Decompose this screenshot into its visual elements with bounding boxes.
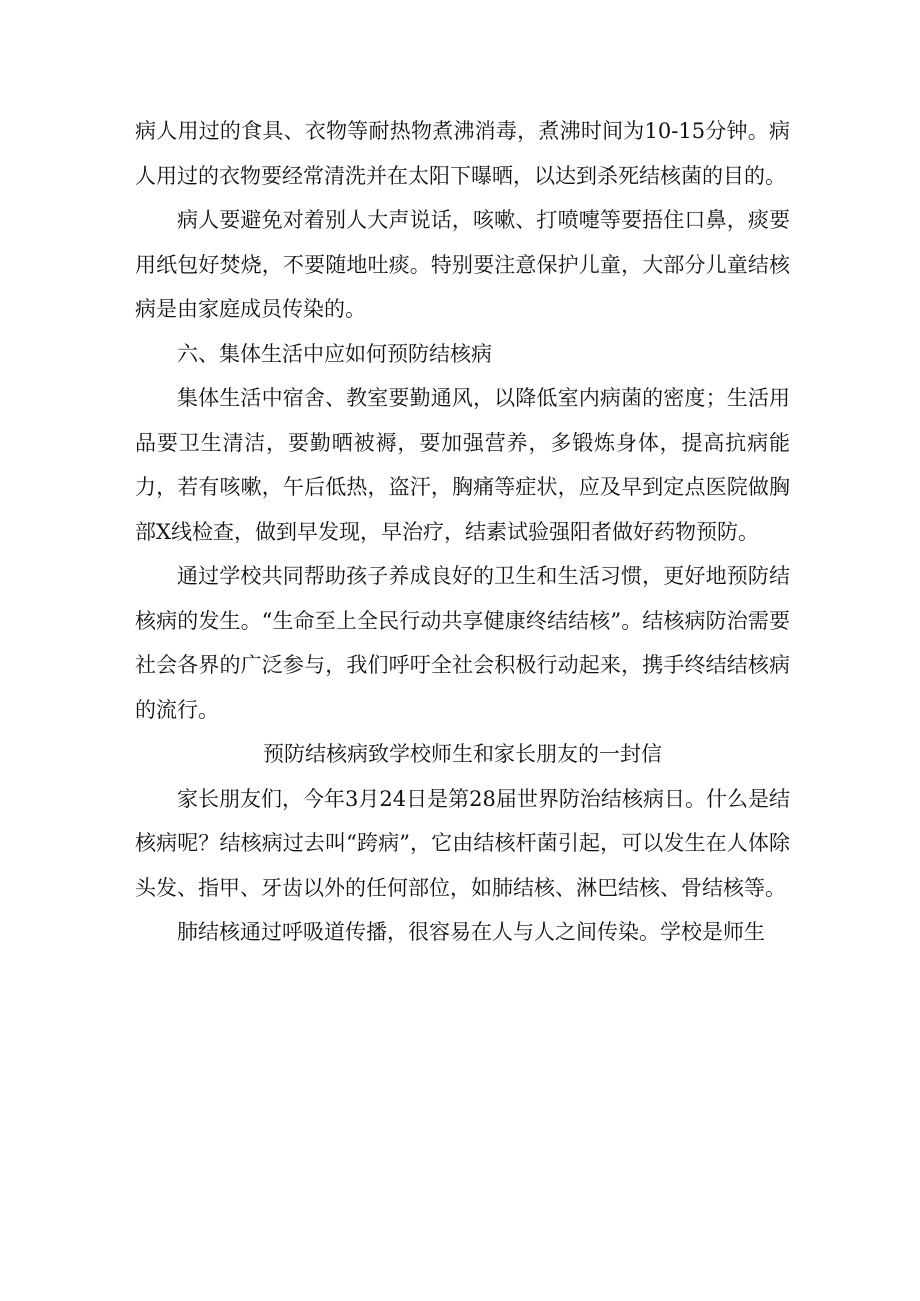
paragraph-disinfection: 病人用过的食具、衣物等耐热物煮沸消毒，煮沸时间为10-15分钟。病人用过的衣物要经常清洗并在太阳下曝晒，以达到杀死结核菌的目的。 <box>135 119 790 188</box>
paragraph-school-habits: 通过学校共同帮助孩子养成良好的卫生和生活习惯，更好地预防结核病的发生。“生命至上全民行动共享健康终结结核”。结核病防治需要社会各界的广泛参与，我们呼吁全社会积极行动起来，携手终结结核病的流行。 <box>135 564 790 722</box>
document-body <box>135 109 790 955</box>
letter-title: 预防结核病致学校师生和家长朋友的一封信 <box>263 742 662 766</box>
paragraph-group-living: 集体生活中宿舍、教室要勤通风，以降低室内病菌的密度；生活用品要卫生清洁，要勤晒被褥，要加强营养，多锻炼身体，提高抗病能力，若有咳嗽，午后低热，盗汗，胸痛等症状，应及早到定点医院做胸部X线检查，做到早发现，早治疗，结素试验强阳者做好药物预防。 <box>135 386 790 544</box>
paragraph-transmission: 肺结核通过呼吸道传播，很容易在人与人之间传染。学校是师生 <box>177 920 765 944</box>
paragraph-parents-intro: 家长朋友们，今年3月24日是第28届世界防治结核病日。什么是结核病呢？结核病过去叫“跨病”，它由结核杆菌引起，可以发生在人体除头发、指甲、牙齿以外的任何部位，如肺结核、淋巴结核、骨结核等。 <box>135 786 790 900</box>
section-heading-six: 六、集体生活中应如何预防结核病 <box>177 341 492 366</box>
paragraph-cough-etiquette: 病人要避免对着别人大声说话，咳嗽、打喷嚏等要捂住口鼻，痰要用纸包好焚烧，不要随地吐痰。特别要注意保护儿童，大部分儿童结核病是由家庭成员传染的。 <box>135 208 790 321</box>
